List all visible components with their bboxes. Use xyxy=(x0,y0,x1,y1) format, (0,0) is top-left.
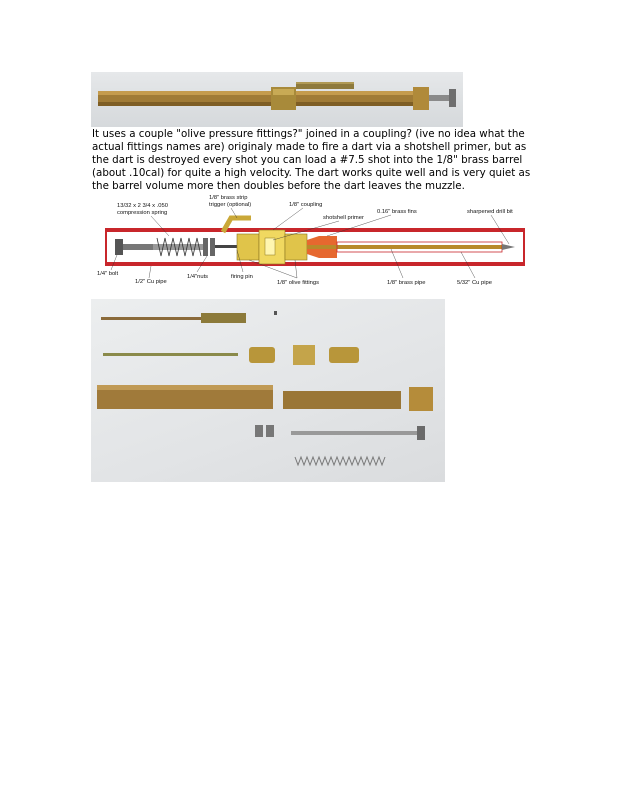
label-bolt: 1/4" bolt xyxy=(97,271,119,277)
small-screw xyxy=(274,311,277,315)
brass-fitting-highlight xyxy=(273,89,294,95)
parts-image xyxy=(91,299,445,482)
assembled-device-image xyxy=(91,72,463,127)
label-trigger-2: trigger (optional) xyxy=(209,202,252,208)
copper-pipe-long-highlight xyxy=(97,385,273,390)
nut-1 xyxy=(203,238,208,256)
label-firing-pin: firing pin xyxy=(231,274,253,280)
label-cu-pipe-small: 5/32" Cu pipe xyxy=(457,280,492,286)
label-cu-pipe: 1/2" Cu pipe xyxy=(135,279,167,285)
copper-tube-highlight xyxy=(98,91,428,95)
label-trigger: 1/8" brass strip xyxy=(209,195,248,201)
label-coupling: 1/8" coupling xyxy=(289,202,323,208)
bolt-head xyxy=(449,89,456,107)
nut-photo-1 xyxy=(255,425,263,437)
brass-pipe xyxy=(307,245,502,249)
olive-fitting-photo-1 xyxy=(249,347,275,363)
nut-photo-2 xyxy=(266,425,274,437)
end-cap xyxy=(409,387,433,411)
description-paragraph: It uses a couple "olive pressure fittings?" joined in a coupling? (ive no idea what the actual fittings names are) originaly made to fire a dart via a shotshell primer, but as the dart is destroyed every shot you can load a #7.5 shot into the 1/8" brass barrel (about .10cal) for quite a high velocity. The dart works quite well and is very quiet as the barrel volume more then doubles before the dart leaves the muzzle. xyxy=(92,128,531,192)
olive-fitting-2 xyxy=(285,234,307,260)
thin-brass-rod xyxy=(103,353,238,356)
bolt-shaft xyxy=(429,95,451,101)
label-spring: 13/32 x 2 3/4 x .050 xyxy=(117,203,168,209)
label-primer: shotshell primer xyxy=(323,215,364,221)
bolt-photo-head xyxy=(417,426,425,440)
label-nuts: 1/4"nuts xyxy=(187,274,209,280)
label-brass-pipe: 1/8" brass pipe xyxy=(387,280,426,286)
bolt-head xyxy=(115,239,123,255)
coupling-photo xyxy=(293,345,315,365)
trigger-strip-highlight xyxy=(296,82,354,84)
bolt-shaft xyxy=(123,244,153,250)
label-olive: 1/8" olive fittings xyxy=(277,280,320,286)
olive-fitting-1 xyxy=(237,234,259,260)
end-nut xyxy=(413,87,429,110)
bolt-photo xyxy=(291,431,421,435)
label-spring-2: compression spring xyxy=(117,210,168,216)
label-drill: sharpened drill bit xyxy=(467,209,513,215)
spring-photo xyxy=(295,457,385,465)
olive-fitting-photo-2 xyxy=(329,347,359,363)
copper-pipe-short xyxy=(283,391,401,409)
firing-pin-rod xyxy=(215,245,237,248)
assembled-device-photo xyxy=(91,72,463,127)
parts-photo xyxy=(91,299,445,482)
copper-tube-shadow xyxy=(98,102,428,106)
label-fins: 0.16" brass fins xyxy=(377,209,417,215)
shotshell-primer xyxy=(265,238,275,255)
nut-2 xyxy=(210,238,215,256)
trigger-piece xyxy=(201,313,246,323)
cross-section-diagram xyxy=(91,192,525,286)
